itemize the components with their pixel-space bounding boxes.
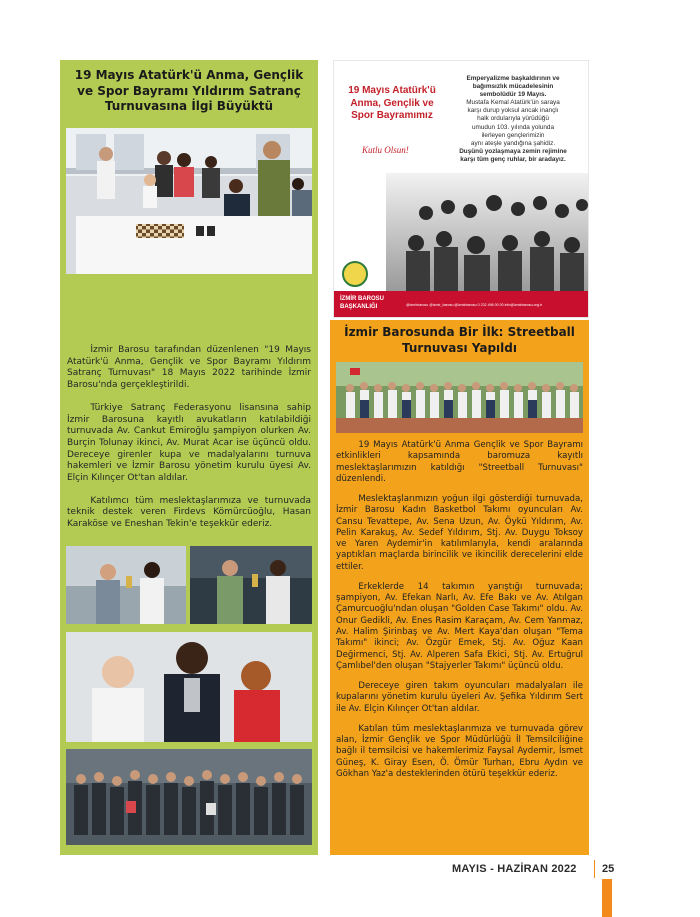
poster-quote-line: Emperyalizme başkaldırının ve <box>466 75 560 82</box>
streetball-paragraph: Erkeklerde 14 takımın yarıştığı turnuvada; şampiyon, Av. Efekan Narlı, Av. Efe Bakı ve Av. Atılgan Çamurcuoğlu'ndan oluşan "Golden Case Takımı" oldu. Av. Onur Gedikli, Av. Enes Rasim Karaçam, Av. Cem Yanmaz, Av. Halim Şirinbaş ve Av. Mert Kaya'dan oluşan "Tema Takımı" ikinci; Av. Özgür Emek, Stj. Av. Oğuz Kaan Değirmenci, Stj. Av. Alperen Safa Ekici, Stj. Av. Ertuğrul Çamlıbel'den oluşan "Stajyerler Takımı" üçüncü oldu. <box>336 581 583 671</box>
poster-body-line: halk ordularıyla yürüdüğü <box>477 115 549 123</box>
poster-body-line: aynı ateşle yandığına şahidiz. <box>470 139 556 147</box>
footer-divider <box>594 860 595 878</box>
issue-label: MAYIS - HAZİRAN 2022 <box>452 863 577 875</box>
poster-body-line: umudun 103. yılında yolunda <box>471 123 555 131</box>
award-photo-1 <box>66 546 186 624</box>
streetball-paragraph: 19 Mayıs Atatürk'ü Anma Gençlik ve Spor Bayramı etkinlikleri kapsamında baromuza kayıtlı meslektaşlarımızın katıldığı "Streetball Turnuvası" düzenlendi. <box>336 440 583 484</box>
chess-group-photo <box>66 749 312 845</box>
chess-article-panel <box>60 60 318 855</box>
poster-closing-line: karşı tüm genç ruhlar, bir aradayız. <box>460 155 566 163</box>
champion-trophy-photo <box>66 632 312 742</box>
streetball-paragraph: Dereceye giren takım oyuncuları madalyaları ile kupalarını yönetim kurulu üyeleri Av. Şefika Yıldırım Sert ile Av. Elçin Kılınçer Ot'tan aldılar. <box>336 681 583 714</box>
streetball-group-photo <box>336 362 583 433</box>
ataturk-with-youth-photo <box>386 173 589 291</box>
poster-quote-line: bağımsızlık mücadelesinin <box>472 83 554 91</box>
page-number: 25 <box>602 863 615 875</box>
izmir-bar-seal <box>342 261 368 287</box>
poster-title: 19 Mayıs Atatürk'ü Anma, Gençlik ve Spor Bayramımız <box>348 85 436 121</box>
streetball-article-panel <box>330 320 589 855</box>
poster-closing-line: Duşünü yozlaşmaya zemin rejimine <box>459 147 567 155</box>
chess-paragraph: İzmir Barosu tarafından düzenlenen "19 Mayıs Atatürk'ü Anma, Gençlik ve Spor Bayramı Yıldırım Satranç Turnuvası" 18 Mayıs 2022 tarihinde İzmir Barosu'nda gerçekleştirildi. <box>67 345 311 391</box>
poster-greeting: Kutlu Olsun! <box>362 145 409 155</box>
may-19-poster <box>333 60 589 318</box>
streetball-paragraph: Katılan tüm meslektaşlarımıza ve turnuvada görev alan, İzmir Gençlik ve Spor Müdürlüğü İl Temsilciliğine bağlı il temsilcisi ve hakemlerimiz Faysal Aydemir, İsmet Güneş, K. Giray Esen, Ö. Ömür Turhan, Ebru Aydın ve Gökhan Yaz'a desteklerinden ötürü teşekkür ederiz. <box>336 723 583 779</box>
poster-body-line: ilerleyen gençlerimizin <box>481 131 545 139</box>
poster-body-line: karşı durup yoksul ancak inançlı <box>467 107 559 115</box>
streetball-article-body <box>336 440 583 789</box>
poster-body-line: Mustafa Kemal Atatürk'ün saraya <box>466 99 560 107</box>
poster-bar-name-line: BAŞKANLIĞI <box>340 303 378 310</box>
poster-contact-info: @izmirbarosu @izmir_barosu @izmirbarosu 0 232 496 00 00 info@izmirbarosu.org.tr <box>406 303 543 307</box>
streetball-article-title: İzmir Barosunda Bir İlk: Streetball Turnuvası Yapıldı <box>344 325 575 355</box>
poster-bar-name-line: İZMİR BAROSU <box>340 296 384 302</box>
page-edge-tab <box>602 879 612 917</box>
chess-article-title: 19 Mayıs Atatürk'ü Anma, Gençlik ve Spor Bayramı Yıldırım Satranç Turnuvasına İlgi Büyüktü <box>74 68 304 113</box>
award-photo-2 <box>190 546 312 624</box>
poster-quote <box>442 75 584 164</box>
chess-tournament-photo <box>66 128 312 274</box>
chess-paragraph: Katılımcı tüm meslektaşlarımıza ve turnuvada teknik destek veren Firdevs Kömürcüoğlu, Hasan Karaköse ve Eneshan Tekin'e teşekkür ederiz. <box>67 495 311 530</box>
poster-quote-line: sembolüdür 19 Mayıs. <box>479 91 547 99</box>
chess-article-body <box>67 345 311 542</box>
poster-bar-name <box>340 296 400 311</box>
chess-paragraph: Türkiye Satranç Federasyonu lisansına sahip İzmir Barosuna kayıtlı avukatların katılabildiği turnuvada Av. Cankut Emiroğlu şampiyon olurken Av. Burçin Tolunay ikinci, Av. Murat Acar ise üçüncü oldu. Dereceye girenler kupa ve madalyalarını turnuva hakemleri ve İzmir Barosu yönetim kurulu üyesi Av. Elçin Kılınçer Ot'tan aldılar. <box>67 402 311 484</box>
streetball-paragraph: Meslektaşlarımızın yoğun ilgi gösterdiği turnuvada, İzmir Barosu Kadın Basketbol Takımı oyuncuları Av. Cansu Tevattepe, Av. Sena Uzun, Av. Öykü Yıldırım, Av. Pelin Karakuş, Av. Sedef Yıldırım, Stj. Av. Duygu Toksoy ve Yaren Aydemir'in katılımlarıyla, kendi aralarında yaptıkları maçlarda birincilik ve ikincilik derecelerini elde ettiler. <box>336 493 583 572</box>
